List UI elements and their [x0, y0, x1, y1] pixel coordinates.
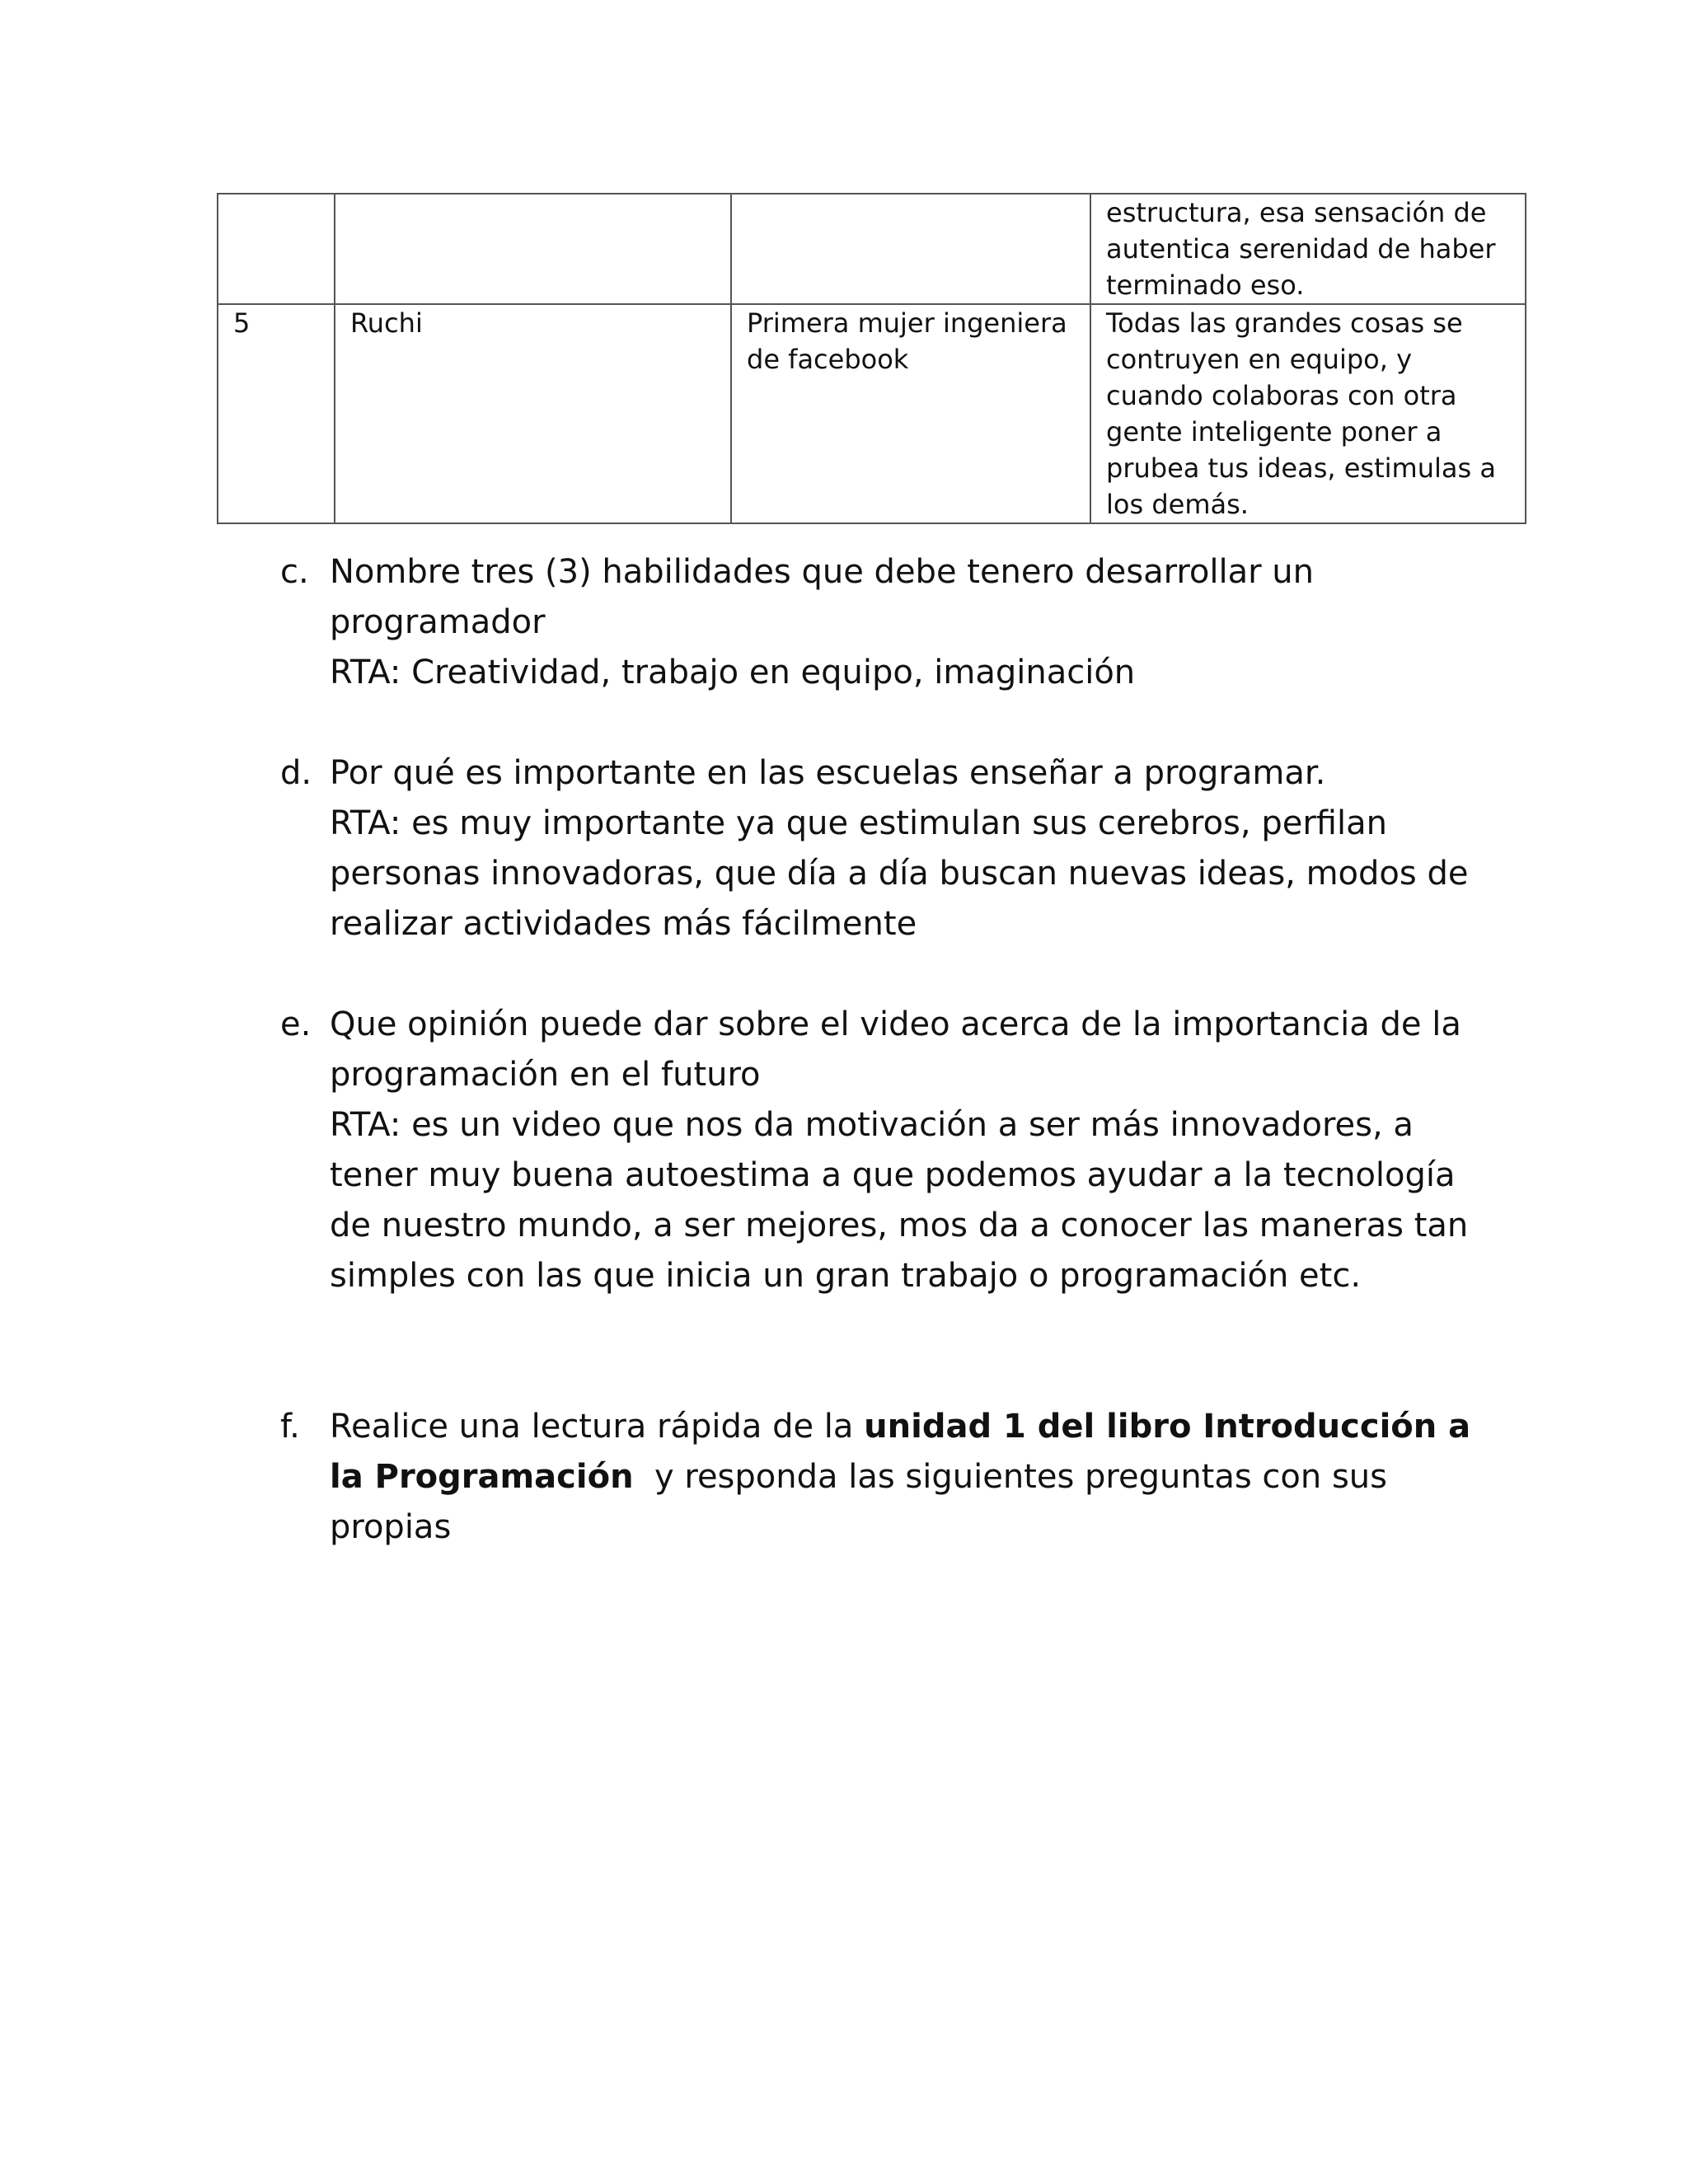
answer-text: RTA: es muy importante ya que estimulan sus cerebros, perfilan personas innovadoras, que día a día buscan nuevas ideas, modos de realizar actividades más fácilmente	[330, 804, 1469, 943]
table-cell-quote: estructura, esa sensación de autentica serenidad de haber terminado eso.	[1090, 194, 1526, 304]
question-text: Nombre tres (3) habilidades que debe tenero desarrollar un programador	[330, 553, 1315, 641]
question-item-d	[280, 748, 1500, 949]
table-cell-number	[218, 194, 335, 304]
question-text: Que opinión puede dar sobre el video acerca de la importancia de la programación en el futuro	[330, 1005, 1461, 1094]
instruction-text: Realice una lectura rápida de la	[330, 1408, 865, 1446]
instruction-text-cont: y responda las siguientes preguntas con sus propias	[330, 1458, 1398, 1546]
interviewees-table	[217, 193, 1526, 524]
question-item-e	[280, 1000, 1500, 1301]
list-marker: d.	[280, 754, 312, 792]
list-marker: f.	[280, 1408, 300, 1446]
table-cell-name: Ruchi	[335, 304, 731, 523]
question-list	[280, 547, 1500, 1553]
question-text: Por qué es importante en las escuelas enseñar a programar.	[330, 754, 1326, 792]
answer-text: RTA: es un video que nos da motivación a ser más innovadores, a tener muy buena autoestima a que podemos ayudar a la tecnología de nuestro mundo, a ser mejores, mos da a conocer las maneras tan simples con las que inicia un gran trabajo o programación etc.	[330, 1106, 1469, 1295]
table-cell-role: Primera mujer ingeniera de facebook	[731, 304, 1090, 523]
list-marker: e.	[280, 1005, 312, 1043]
question-item-f	[280, 1402, 1500, 1553]
question-item-c	[280, 547, 1500, 698]
table-cell-role	[731, 194, 1090, 304]
book-title-bold: unidad 1 del libro Introducción a la Programación	[330, 1408, 1471, 1496]
table-cell-name	[335, 194, 731, 304]
table-cell-quote: Todas las grandes cosas se contruyen en equipo, y cuando colaboras con otra gente inteligente poner a prubea tus ideas, estimulas a los demás.	[1090, 304, 1526, 523]
table-row	[218, 194, 1526, 304]
table-row	[218, 304, 1526, 523]
answer-text: RTA: Creatividad, trabajo en equipo, imaginación	[330, 654, 1136, 691]
list-marker: c.	[280, 553, 309, 591]
table-cell-number: 5	[218, 304, 335, 523]
